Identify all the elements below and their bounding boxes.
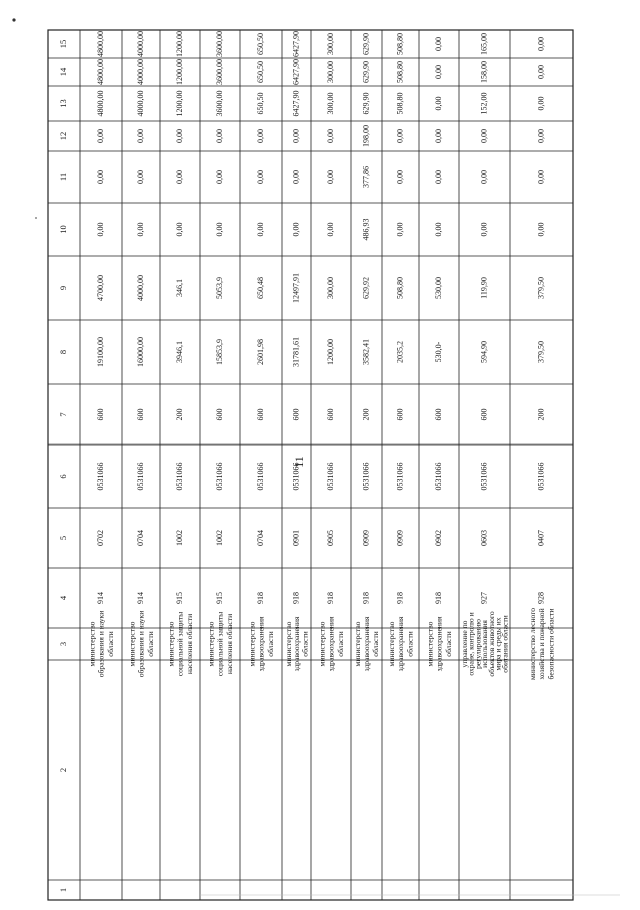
table-cell-c15: 650,50 <box>255 33 265 55</box>
table-cell-c13: 152,00 <box>479 92 489 115</box>
table-cell-c8: 1200,00 <box>325 339 335 365</box>
table-cell-c9: 346,1 <box>174 279 184 297</box>
table-cell-c10: 0,00 <box>255 222 265 237</box>
table-cell-c9: 4700,00 <box>95 275 105 301</box>
table-cell-c8: 16000,00 <box>135 337 145 367</box>
table-cell-c5: 0902 <box>433 530 443 546</box>
table-cell-c14: 300,00 <box>325 61 335 83</box>
table-cell-c8: 15853,9 <box>214 339 224 365</box>
column-number: 10 <box>57 225 68 234</box>
table-cell-c5: 0407 <box>536 530 546 546</box>
table-cell-c4: 918 <box>395 592 405 604</box>
table-cell-c10: 0,00 <box>395 222 405 237</box>
table-cell-c5: 0704 <box>135 530 145 546</box>
table-cell-c6: 0531066 <box>361 462 371 491</box>
table-border <box>48 30 573 900</box>
table-cell-c13: 0,00 <box>536 96 546 111</box>
table-cell-c10: 0,00 <box>135 222 145 237</box>
table-cell-c11: 377,86 <box>361 166 371 188</box>
table-cell-c8: 379,50 <box>536 341 546 363</box>
table-cell-c7: 200 <box>361 408 371 421</box>
table-cell-c5: 0702 <box>95 530 105 546</box>
table-cell-c6: 0531066 <box>214 462 224 491</box>
table-cell-c12: 0,00 <box>291 129 301 143</box>
column-number: 8 <box>57 349 68 355</box>
table-cell-c9: 650,48 <box>255 277 265 299</box>
table-cell-c13: 3600,00 <box>214 90 224 117</box>
table-cell-c14: 0,00 <box>536 65 546 79</box>
recipient-name: министерствосоциальной защитынаселения области <box>206 611 234 677</box>
table-cell-c13: 6427,90 <box>291 90 301 117</box>
table-cell-c13: 1200,00 <box>174 90 184 117</box>
table-cell-c4: 918 <box>325 592 335 604</box>
table-cell-c15: 6427,90 <box>291 31 301 57</box>
recipient-name: министерствоздравоохраненияобласти <box>353 616 381 672</box>
table-cell-c14: 629,90 <box>361 61 371 83</box>
table-cell-c9: 4000,00 <box>135 275 145 301</box>
table-cell-c11: 0,00 <box>135 170 145 184</box>
table-cell-c10: 0,00 <box>479 222 489 237</box>
table-cell-c8: 594,90 <box>479 341 489 363</box>
table-cell-c15: 4000,00 <box>135 31 145 57</box>
column-number: 12 <box>57 131 68 141</box>
table-cell-c9: 300,00 <box>325 277 335 299</box>
table-cell-c4: 915 <box>214 592 224 604</box>
table-cell-c14: 508,80 <box>395 61 405 83</box>
table-cell-c5: 0901 <box>291 530 301 546</box>
table-cell-c9: 379,50 <box>536 277 546 299</box>
table-cell-c4: 914 <box>135 592 145 604</box>
table-cell-c15: 508,80 <box>395 33 405 55</box>
table-cell-c7: 600 <box>255 408 265 421</box>
table-cell-c7: 200 <box>174 408 184 421</box>
table-cell-c8: 19100,00 <box>95 337 105 367</box>
table-cell-c7: 200 <box>536 408 546 421</box>
table-cell-c6: 0531066 <box>536 462 546 491</box>
table-cell-c15: 0,00 <box>433 37 443 51</box>
table-cell-c7: 600 <box>395 408 405 421</box>
table-grid <box>48 30 573 900</box>
column-number: 4 <box>57 595 68 601</box>
table-cell-c4: 928 <box>536 592 546 604</box>
table-cell-c11: 0,00 <box>479 170 489 184</box>
column-number: 13 <box>57 99 68 108</box>
table-cell-c11: 0,00 <box>95 170 105 184</box>
table-cell-c4: 918 <box>255 592 265 604</box>
recipient-name: министерствоздравоохраненияобласти <box>317 616 345 672</box>
table-cell-c6: 0531066 <box>395 462 405 491</box>
recipient-name: министерствоздравоохраненияобласти <box>425 616 453 672</box>
table-cell-c5: 0909 <box>395 530 405 546</box>
table-cell-c9: 508,80 <box>395 277 405 299</box>
table-cell-c10: 0,00 <box>95 222 105 237</box>
table-cell-c12: 0,00 <box>536 129 546 143</box>
table-cell-c7: 600 <box>95 408 105 421</box>
table-cell-c14: 4000,00 <box>135 59 145 85</box>
table-cell-c15: 165,00 <box>479 33 489 55</box>
table-cell-c7: 600 <box>479 408 489 421</box>
table-cell-c14: 0,00 <box>433 65 443 79</box>
table-cell-c5: 0603 <box>479 530 489 546</box>
table-cell-c15: 4800,00 <box>95 31 105 57</box>
table-cell-c9: 12497,91 <box>291 273 301 303</box>
table-cell-c11: 0,00 <box>536 170 546 184</box>
table-cell-c6: 0531066 <box>255 462 265 491</box>
column-number: 7 <box>57 412 68 417</box>
table-cell-c8: 2601,98 <box>255 339 265 365</box>
table-cell-c14: 6427,90 <box>291 59 301 85</box>
table-cell-c8: 3582,41 <box>361 339 371 365</box>
column-number: 9 <box>57 285 68 291</box>
scan-speck <box>12 18 15 21</box>
table-cell-c5: 0905 <box>325 530 335 546</box>
table-cell-c14: 3600,00 <box>214 59 224 85</box>
recipient-name: министерствоздравоохраненияобласти <box>283 616 310 672</box>
table-cell-c9: 629,92 <box>361 277 371 299</box>
table-cell-c7: 600 <box>325 408 335 421</box>
table-cell-c10: 0,00 <box>536 222 546 237</box>
table-cell-c11: 0,00 <box>395 170 405 184</box>
page-number: 11 <box>291 456 306 468</box>
table-cell-c4: 915 <box>174 592 184 604</box>
table-cell-c4: 918 <box>291 592 301 604</box>
recipient-name: министерствообразования и наукиобласти <box>87 610 115 678</box>
table-cell-c11: 0,00 <box>214 170 224 184</box>
table-cell-c13: 508,80 <box>395 92 405 115</box>
table-cell-c12: 0,00 <box>479 129 489 143</box>
table-cell-c15: 629,90 <box>361 33 371 55</box>
recipient-name: министерство лесногохозяйства и пожарнойбезопасности области <box>527 607 556 681</box>
table-cell-c12: 0,00 <box>325 129 335 143</box>
scan-speck <box>35 217 37 219</box>
table-cell-c5: 0909 <box>361 530 371 546</box>
table-cell-c13: 650,50 <box>255 92 265 115</box>
table-cell-c8: 2035,2 <box>395 341 405 363</box>
table-cell-c6: 0531066 <box>479 462 489 491</box>
table-cell-c12: 0,00 <box>255 129 265 143</box>
column-number: 5 <box>57 535 68 541</box>
table-cell-c13: 0,00 <box>433 96 443 111</box>
table-cell-c5: 1002 <box>174 530 184 546</box>
table-cell-c6: 0531066 <box>95 462 105 491</box>
column-number: 14 <box>57 67 68 77</box>
table-cell-c8: 31781,61 <box>291 337 301 367</box>
table-cell-c11: 0,00 <box>174 170 184 184</box>
table-cell-c8: 3946,1 <box>174 341 184 363</box>
table-cell-c7: 600 <box>291 408 301 421</box>
table-cell-c12: 0,00 <box>174 129 184 143</box>
table-cell-c15: 0,00 <box>536 37 546 51</box>
table-cell-c12: 0,00 <box>433 129 443 143</box>
table-cell-c10: 0,00 <box>291 222 301 237</box>
table-cell-c7: 600 <box>214 408 224 421</box>
table-cell-c15: 1200,00 <box>174 31 184 57</box>
table-cell-c5: 0704 <box>255 530 265 546</box>
table-cell-c6: 0531066 <box>433 462 443 491</box>
table-cell-c12: 198,00 <box>361 125 371 147</box>
table-cell-c7: 600 <box>433 408 443 421</box>
table-cell-c13: 4800,00 <box>95 90 105 117</box>
recipient-name: министерствообразования и наукиобласти <box>127 610 155 678</box>
table-cell-c15: 300,00 <box>325 33 335 55</box>
table-cell-c4: 918 <box>433 592 443 604</box>
column-number: 1 <box>57 887 68 893</box>
column-number: 11 <box>57 172 68 182</box>
table-cell-c4: 914 <box>95 592 105 604</box>
table-cell-c5: 1002 <box>214 530 224 546</box>
table-cell-c12: 0,00 <box>95 129 105 143</box>
column-number: 15 <box>57 39 68 49</box>
column-number: 6 <box>57 474 68 479</box>
recipient-name: министерствосоциальной защитынаселения области <box>166 611 194 677</box>
table-cell-c9: 119,90 <box>479 277 489 299</box>
table-cell-c10: 0,00 <box>325 222 335 237</box>
table-cell-c10: 0,00 <box>433 222 443 237</box>
table-cell-c13: 300,00 <box>325 92 335 115</box>
table-cell-c7: 600 <box>135 408 145 421</box>
table-cell-c12: 0,00 <box>135 129 145 143</box>
column-number: 3 <box>57 641 68 647</box>
table-cell-c10: 0,00 <box>174 222 184 237</box>
table-cell-c13: 629,90 <box>361 92 371 115</box>
table-cell-c11: 0,00 <box>255 170 265 184</box>
table-cell-c4: 918 <box>361 592 371 604</box>
table-cell-c6: 0531066 <box>291 462 301 491</box>
table-cell-c9: 5053,9 <box>214 277 224 299</box>
column-number: 2 <box>57 767 68 773</box>
table-cell-c14: 4800,00 <box>95 59 105 85</box>
table-cell-c14: 158,00 <box>479 61 489 83</box>
table-cell-c6: 0531066 <box>174 462 184 491</box>
table-cell-c11: 0,00 <box>291 170 301 184</box>
table-cell-c8: 530,0- <box>433 341 443 363</box>
table-cell-c4: 927 <box>479 592 489 604</box>
table-cell-c14: 1200,00 <box>174 59 184 85</box>
recipient-name: министерствоздравоохраненияобласти <box>386 616 415 672</box>
table-cell-c11: 0,00 <box>433 170 443 184</box>
table-cell-c12: 0,00 <box>214 129 224 143</box>
table-cell-c13: 4000,00 <box>135 90 145 117</box>
table-cell-c9: 530,00 <box>433 277 443 299</box>
table-cell-c10: 486,93 <box>361 218 371 241</box>
table-cell-c15: 3600,00 <box>214 31 224 57</box>
table-cell-c14: 650,50 <box>255 61 265 83</box>
recipient-name: управление поохране, контролю ирегулированиюиспользованияобъектов животногомира и среды ихобитания области <box>460 611 510 677</box>
table-cell-c11: 0,00 <box>325 170 335 184</box>
table-cell-c10: 0,00 <box>214 222 224 237</box>
table-cell-c6: 0531066 <box>325 462 335 491</box>
recipient-name: министерствоздравоохраненияобласти <box>247 616 275 672</box>
table-cell-c12: 0,00 <box>395 129 405 143</box>
table-cell-c6: 0531066 <box>135 462 145 491</box>
